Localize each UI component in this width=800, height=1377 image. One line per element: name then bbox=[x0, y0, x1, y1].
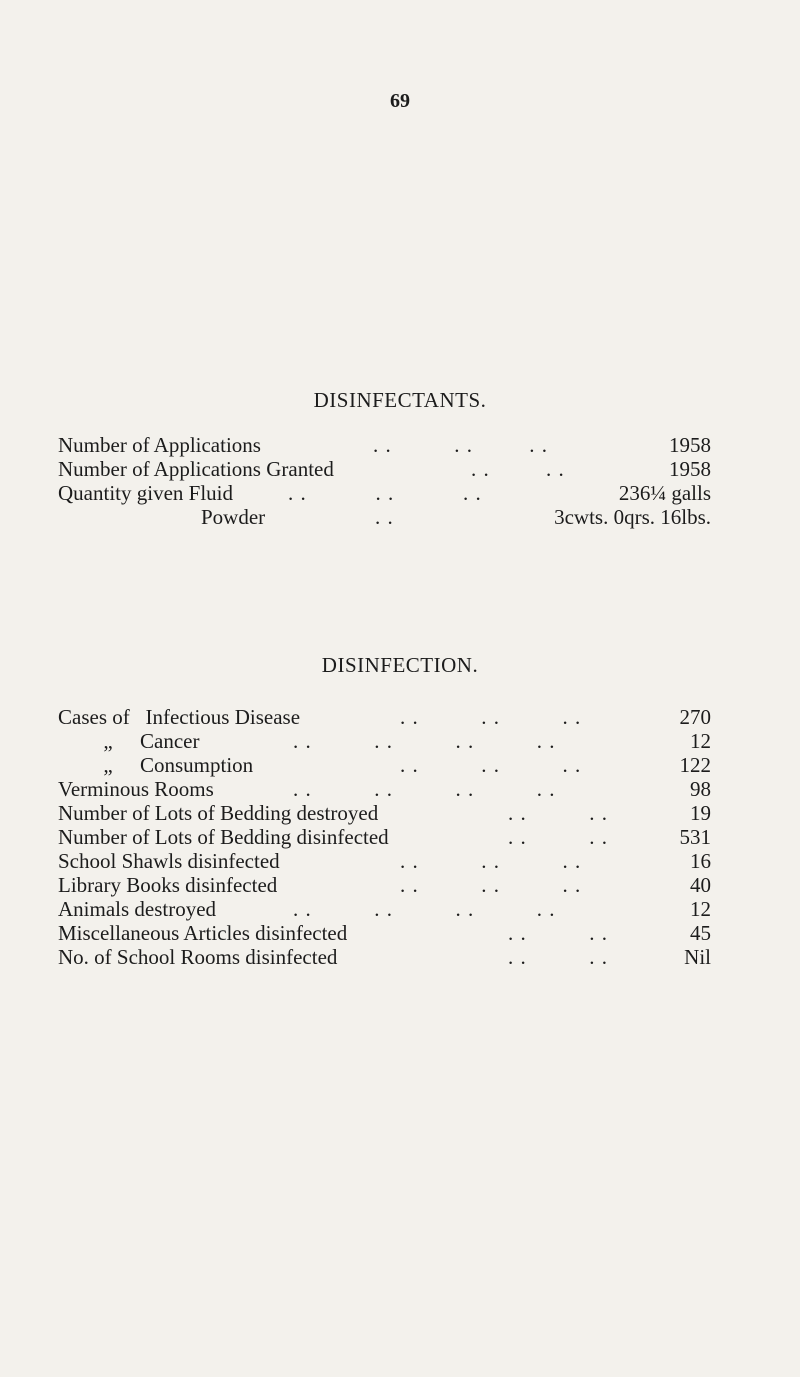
leader-dots: . . . . . . bbox=[400, 873, 582, 897]
ditto-mark: „ bbox=[103, 753, 113, 777]
table-row bbox=[58, 433, 711, 457]
row-label: Cancer bbox=[140, 729, 200, 753]
row-value: 12 bbox=[690, 729, 711, 753]
table-row bbox=[58, 825, 711, 849]
row-value: 3cwts. 0qrs. 16lbs. bbox=[554, 505, 711, 529]
row-value: 236¼ galls bbox=[618, 481, 711, 505]
row-value: 16 bbox=[690, 849, 711, 873]
row-label: Powder bbox=[201, 505, 266, 529]
row-value: Nil bbox=[684, 945, 711, 969]
table-row bbox=[58, 505, 711, 529]
row-label: School Shawls disinfected bbox=[58, 849, 280, 873]
table-row bbox=[58, 801, 711, 825]
row-label: No. of School Rooms disinfected bbox=[58, 945, 338, 969]
table-row bbox=[58, 849, 711, 873]
leader-dots: . . . . bbox=[508, 801, 608, 825]
table-row bbox=[58, 945, 711, 969]
table-row bbox=[58, 457, 711, 481]
table-row bbox=[58, 753, 711, 777]
leader-dots: . . . . . . bbox=[373, 433, 548, 457]
row-label: Library Books disinfected bbox=[58, 873, 278, 897]
leader-dots: . . . . bbox=[508, 921, 608, 945]
leader-dots: . . . . . . . . bbox=[293, 777, 556, 801]
row-value: 40 bbox=[690, 873, 711, 897]
disinfectants-title: DISINFECTANTS. bbox=[313, 388, 487, 412]
table-row bbox=[58, 873, 711, 897]
row-label: Consumption bbox=[140, 753, 254, 777]
row-label: Number of Applications Granted bbox=[58, 457, 334, 481]
row-value: 1958 bbox=[669, 457, 711, 481]
table-row bbox=[58, 729, 711, 753]
row-label: Miscellaneous Articles disinfected bbox=[58, 921, 348, 945]
leader-dots: . . . . bbox=[471, 457, 565, 481]
leader-dots: . . . . . . bbox=[400, 753, 582, 777]
row-value: 270 bbox=[679, 705, 711, 729]
table-row bbox=[58, 897, 711, 921]
row-prefix: Cases of bbox=[58, 705, 130, 729]
row-label: Verminous Rooms bbox=[58, 777, 214, 801]
leader-dots: . . . . . . . . bbox=[293, 729, 556, 753]
row-value: 12 bbox=[690, 897, 711, 921]
table-row bbox=[58, 705, 711, 729]
row-label: Quantity given Fluid bbox=[58, 481, 233, 505]
leader-dots: . . . . . . . . bbox=[293, 897, 556, 921]
row-value: 122 bbox=[679, 753, 711, 777]
row-value: 98 bbox=[690, 777, 711, 801]
row-label: Animals destroyed bbox=[58, 897, 217, 921]
row-label: Number of Applications bbox=[58, 433, 261, 457]
row-label: Infectious Disease bbox=[145, 705, 301, 729]
row-value: 531 bbox=[679, 825, 711, 849]
leader-dots: . . bbox=[375, 505, 394, 529]
row-value: 45 bbox=[690, 921, 711, 945]
leader-dots: . . . . . . bbox=[400, 849, 582, 873]
row-label: Number of Lots of Bedding destroyed bbox=[58, 801, 379, 825]
table-row bbox=[58, 921, 711, 945]
row-label: Number of Lots of Bedding disinfected bbox=[58, 825, 389, 849]
leader-dots: . . . . bbox=[508, 945, 608, 969]
leader-dots: . . . . bbox=[508, 825, 608, 849]
row-value: 1958 bbox=[669, 433, 711, 457]
disinfection-table bbox=[58, 705, 711, 969]
disinfection-title: DISINFECTION. bbox=[321, 653, 479, 677]
row-value: 19 bbox=[690, 801, 711, 825]
leader-dots: . . . . . . bbox=[400, 705, 582, 729]
table-row bbox=[58, 481, 711, 505]
ditto-mark: „ bbox=[103, 729, 113, 753]
disinfectants-table bbox=[58, 433, 711, 529]
leader-dots: . . . . . . bbox=[288, 481, 482, 505]
page-number: 69 bbox=[390, 90, 410, 112]
table-row bbox=[58, 777, 711, 801]
